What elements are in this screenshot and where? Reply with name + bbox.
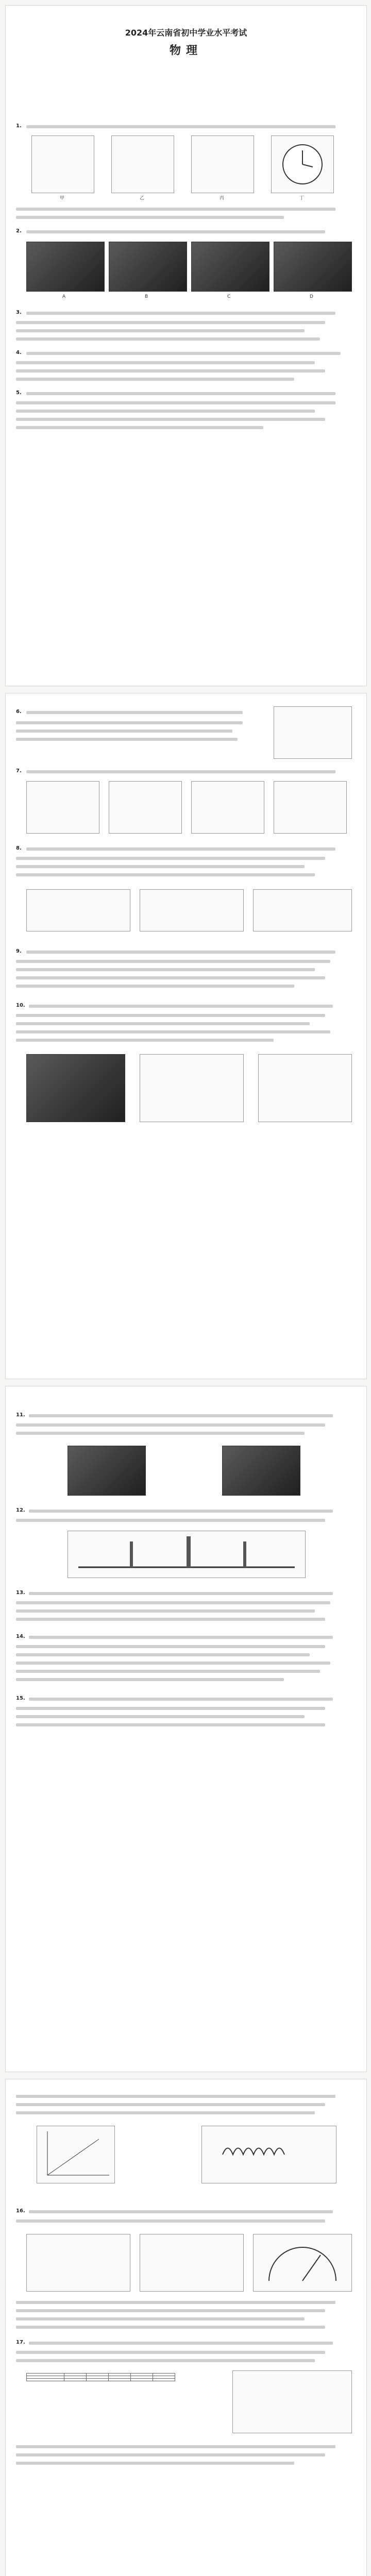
figure-c: [191, 781, 264, 834]
text-line: [16, 857, 325, 860]
question-number: 14.: [16, 1634, 25, 1639]
text-line: [16, 337, 320, 341]
figure-circuit: [253, 889, 352, 931]
figure-b: [111, 135, 174, 193]
text-line: [16, 2445, 335, 2448]
text-line: [16, 2301, 335, 2304]
graph-axes-icon: [37, 2126, 114, 2183]
text-line: [16, 208, 335, 211]
question-text-line: [26, 951, 335, 954]
text-line: [16, 1645, 325, 1648]
question-number: 11.: [16, 1412, 25, 1418]
table-row: [27, 2379, 175, 2381]
figure-meter: [253, 2234, 352, 2292]
question-number: 7.: [16, 768, 22, 774]
text-line: [16, 985, 294, 988]
figure-apparatus: [140, 2234, 244, 2292]
text-line: [16, 1707, 325, 1710]
text-line: [16, 401, 335, 404]
text-line: [16, 873, 315, 876]
question-text-line: [26, 392, 335, 395]
table-cell: [27, 2379, 64, 2381]
question-number: 1.: [16, 123, 22, 129]
figure-label: 甲: [60, 196, 65, 201]
question-number: 10.: [16, 1003, 25, 1008]
text-line: [16, 1039, 274, 1042]
text-line: [16, 730, 232, 733]
figure-c: [191, 135, 254, 193]
text-line: [16, 2219, 325, 2223]
question-number: 13.: [16, 1590, 25, 1596]
text-line: [16, 1022, 310, 1025]
text-line: [16, 329, 305, 332]
question-text-line: [26, 848, 335, 851]
figure-diagram: [258, 1054, 352, 1122]
exam-page-4: [5, 2079, 367, 2576]
option-label: A: [62, 294, 66, 299]
text-line: [16, 2095, 335, 2098]
figure-a: [31, 135, 94, 193]
question-text-line: [29, 1636, 333, 1639]
text-line: [16, 2359, 315, 2362]
question-text-line: [29, 1592, 333, 1595]
text-line: [16, 865, 305, 868]
figure-circuit: [140, 889, 244, 931]
question-text-line: [26, 312, 335, 315]
text-line: [16, 2103, 325, 2106]
text-line: [16, 321, 325, 324]
exam-title: 2024年云南省初中学业水平考试: [125, 28, 247, 38]
option-label: C: [227, 294, 231, 299]
text-line: [16, 721, 243, 724]
exam-page-1: [5, 5, 367, 686]
photo-image: [274, 242, 352, 292]
text-line: [16, 2317, 305, 2320]
exam-page-2: [5, 693, 367, 1379]
exam-page-3: [5, 1386, 367, 2072]
text-line: [16, 2351, 325, 2354]
text-line: [16, 1030, 330, 1033]
text-line: [16, 1723, 325, 1726]
text-line: [16, 1662, 330, 1665]
table-cell: [131, 2379, 153, 2381]
text-line: [16, 216, 284, 219]
photo-image: [26, 1054, 125, 1122]
text-line: [16, 1014, 325, 1017]
figure-balance: [232, 2370, 352, 2433]
question-text-line: [29, 1510, 333, 1513]
question-text-line: [26, 770, 335, 773]
photo-image: [222, 1446, 300, 1496]
figure-graph: [37, 2126, 115, 2183]
text-line: [16, 1609, 315, 1613]
figure-label: 乙: [140, 196, 145, 201]
text-line: [16, 2462, 294, 2465]
text-line: [16, 1519, 325, 1522]
subject-title: 物理: [169, 44, 203, 57]
question-number: 15.: [16, 1696, 25, 1701]
figure-label: 丙: [220, 196, 225, 201]
option-label: D: [310, 294, 313, 299]
question-text-line: [26, 125, 335, 128]
question-text-line: [26, 711, 243, 714]
text-line: [16, 2309, 325, 2312]
photo-image: [26, 242, 105, 292]
optical-bench-icon: [68, 1531, 305, 1578]
question-number: 9.: [16, 948, 22, 954]
coil-icon: [202, 2126, 336, 2183]
text-line: [16, 378, 294, 381]
text-line: [16, 968, 315, 971]
question-number: 17.: [16, 2340, 25, 2345]
text-line: [16, 361, 315, 364]
figure-b: [109, 781, 182, 834]
table-cell: [87, 2379, 109, 2381]
question-number: 6.: [16, 709, 22, 715]
question-number: 3.: [16, 310, 22, 315]
text-line: [16, 1432, 305, 1435]
question-number: 5.: [16, 390, 22, 396]
figure-circuit: [26, 889, 130, 931]
question-number: 4.: [16, 350, 22, 355]
text-line: [16, 1653, 310, 1656]
figure-a: [26, 781, 99, 834]
figure-diagram: [140, 1054, 244, 1122]
figure-d: [271, 135, 334, 193]
meter-dial-icon: [254, 2234, 351, 2291]
text-line: [16, 2453, 325, 2456]
text-line: [16, 1678, 284, 1681]
question-text-line: [29, 2210, 333, 2213]
text-line: [16, 960, 330, 963]
photo-image: [191, 242, 269, 292]
figure-diagram: [274, 706, 352, 759]
text-line: [16, 1715, 305, 1718]
figure-coil: [201, 2126, 336, 2183]
question-text-line: [26, 230, 325, 233]
table-cell: [109, 2379, 131, 2381]
photo-image: [109, 242, 187, 292]
question-number: 12.: [16, 1507, 25, 1513]
text-line: [16, 2326, 325, 2329]
question-text-line: [29, 1005, 333, 1008]
text-line: [16, 1601, 330, 1604]
table-cell: [64, 2379, 87, 2381]
text-line: [16, 418, 325, 421]
text-line: [16, 976, 325, 979]
figure-apparatus: [26, 2234, 130, 2292]
text-line: [16, 426, 263, 429]
text-line: [16, 369, 325, 372]
question-number: 8.: [16, 845, 22, 851]
text-line: [16, 1618, 325, 1621]
question-number: 16.: [16, 2208, 25, 2214]
question-text-line: [29, 1414, 333, 1417]
text-line: [16, 738, 238, 741]
question-text-line: [26, 352, 341, 355]
figure-label: 丁: [299, 196, 305, 201]
photo-image: [68, 1446, 146, 1496]
table-cell: [153, 2379, 175, 2381]
question-text-line: [29, 2342, 333, 2345]
text-line: [16, 1670, 320, 1673]
text-line: [16, 410, 315, 413]
option-label: B: [145, 294, 148, 299]
figure-optical-bench: [68, 1531, 306, 1578]
text-line: [16, 1423, 325, 1427]
text-line: [16, 2111, 315, 2114]
clock-icon: [272, 136, 333, 193]
data-table: [26, 2373, 175, 2381]
question-number: 2.: [16, 228, 22, 234]
figure-d: [274, 781, 347, 834]
question-text-line: [29, 1698, 333, 1701]
